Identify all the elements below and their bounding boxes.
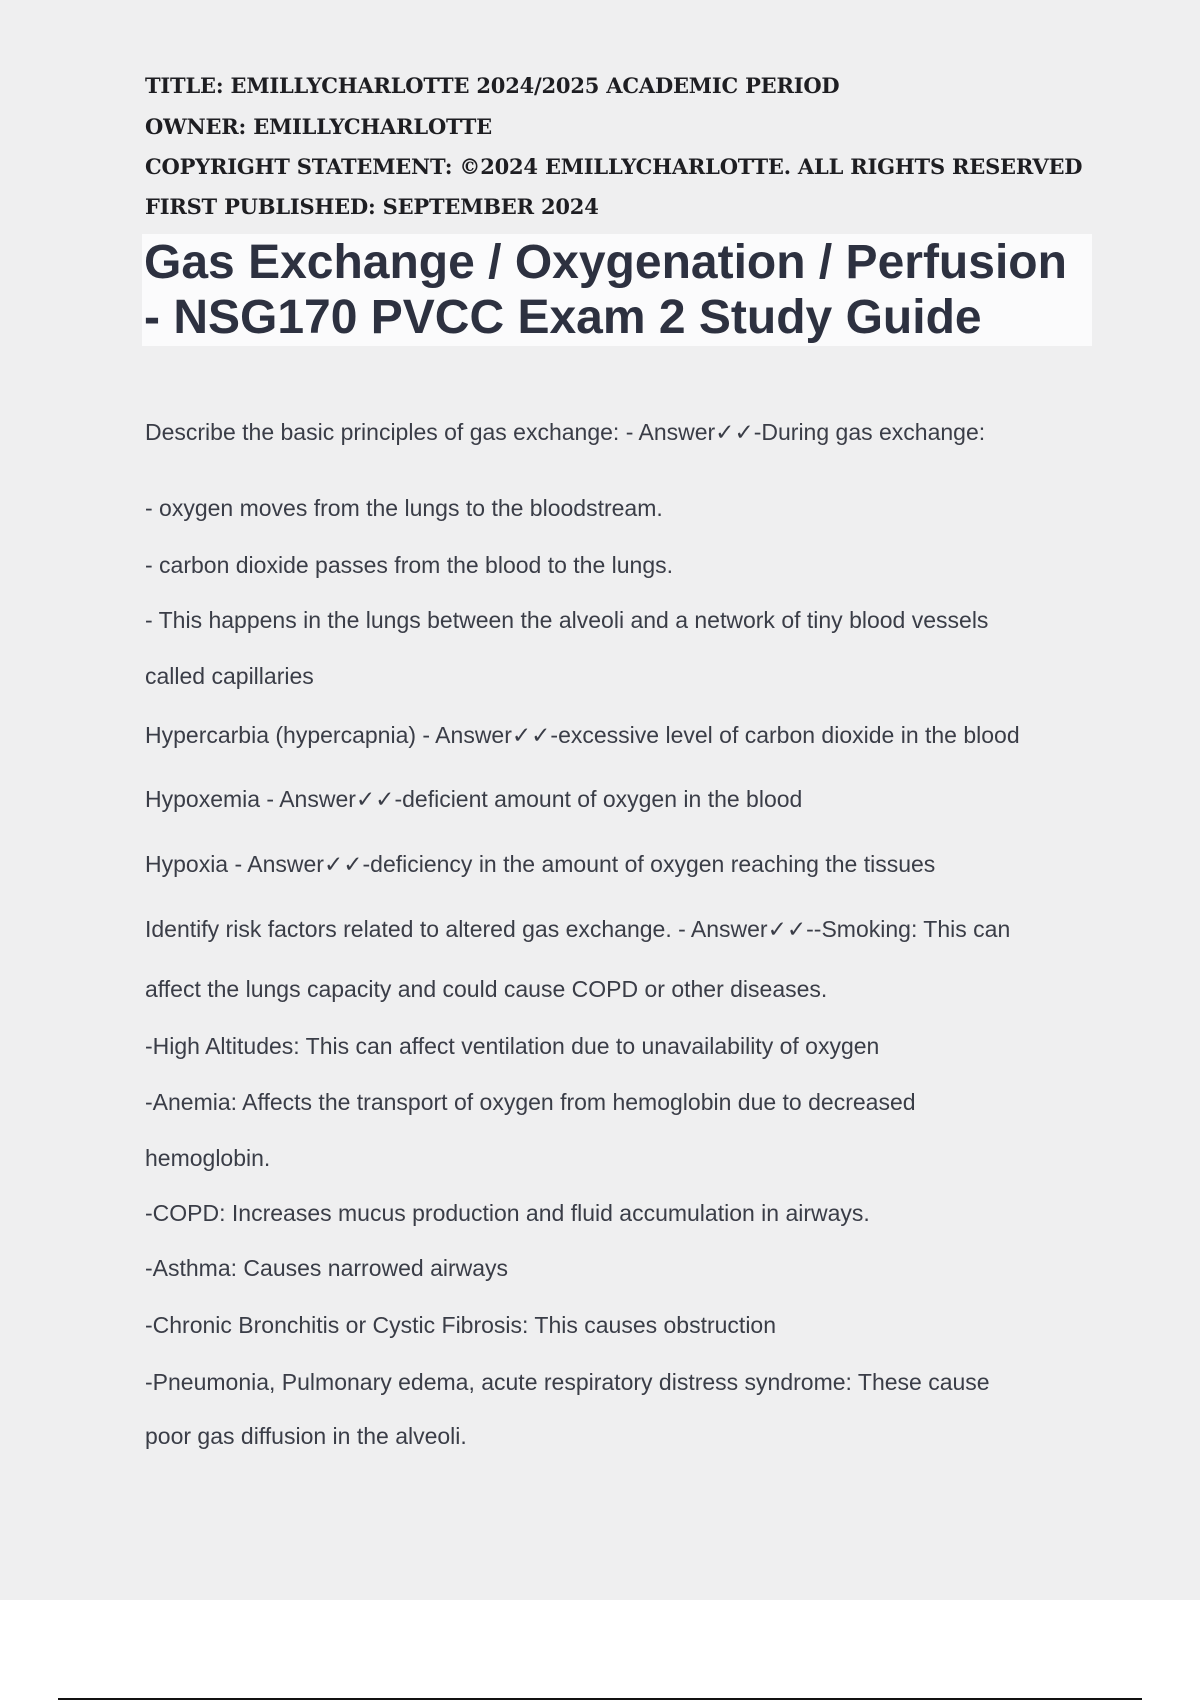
- body-line: Hypercarbia (hypercapnia) - Answer✓✓-excessive level of carbon dioxide in the blood: [145, 722, 1020, 748]
- meta-published: FIRST PUBLISHED: SEPTEMBER 2024: [145, 194, 599, 219]
- body-line: -Anemia: Affects the transport of oxygen from hemoglobin due to decreased: [145, 1089, 916, 1115]
- body-line: Identify risk factors related to altered gas exchange. - Answer✓✓--Smoking: This can: [145, 916, 1011, 942]
- body-line: -Chronic Bronchitis or Cystic Fibrosis: This causes obstruction: [145, 1312, 777, 1338]
- body-line: Hypoxia - Answer✓✓-deficiency in the amount of oxygen reaching the tissues: [145, 851, 936, 877]
- body-line: - oxygen moves from the lungs to the bloodstream.: [145, 495, 663, 521]
- page-title-line-2: - NSG170 PVCC Exam 2 Study Guide: [144, 291, 982, 344]
- body-line: called capillaries: [145, 663, 314, 689]
- page-title-line-1: Gas Exchange / Oxygenation / Perfusion: [144, 236, 1067, 289]
- body-line: - This happens in the lungs between the alveoli and a network of tiny blood vessels: [145, 607, 989, 633]
- body-line: -Asthma: Causes narrowed airways: [145, 1255, 509, 1281]
- page-title: [142, 234, 1092, 346]
- body-line: -High Altitudes: This can affect ventilation due to unavailability of oxygen: [145, 1033, 880, 1059]
- body-line: -Pneumonia, Pulmonary edema, acute respiratory distress syndrome: These cause: [145, 1369, 990, 1395]
- body-line: affect the lungs capacity and could cause COPD or other diseases.: [145, 976, 828, 1002]
- body-line: -COPD: Increases mucus production and fluid accumulation in airways.: [145, 1200, 870, 1226]
- body-line: Describe the basic principles of gas exchange: - Answer✓✓-During gas exchange:: [145, 419, 986, 445]
- meta-copyright: COPYRIGHT STATEMENT: ©2024 EMILLYCHARLOTTE. ALL RIGHTS RESERVED: [145, 154, 1083, 179]
- meta-title: TITLE: EMILLYCHARLOTTE 2024/2025 ACADEMIC PERIOD: [145, 73, 840, 98]
- body-line: - carbon dioxide passes from the blood to the lungs.: [145, 552, 674, 578]
- meta-owner: OWNER: EMILLYCHARLOTTE: [145, 114, 492, 139]
- body-line: hemoglobin.: [145, 1145, 271, 1171]
- body-line: Hypoxemia - Answer✓✓-deficient amount of oxygen in the blood: [145, 786, 803, 812]
- body-line: poor gas diffusion in the alveoli.: [145, 1423, 467, 1449]
